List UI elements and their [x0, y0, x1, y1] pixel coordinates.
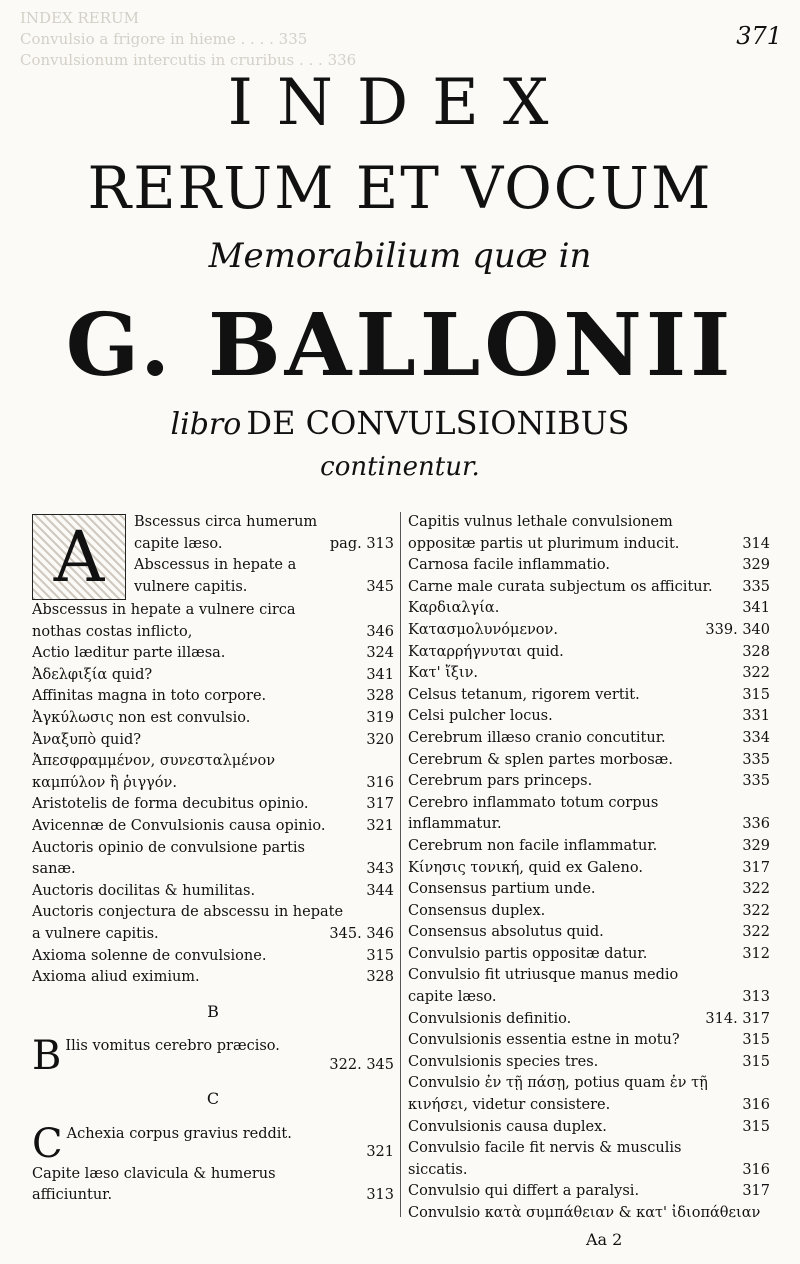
index-entry: Convulsio ἐν τῇ πάσῃ, potius quam ἐν τῇ κινήσει, videtur consistere. 316	[408, 1075, 770, 1114]
index-entry: Convulsionis species tres. 315	[408, 1053, 770, 1070]
index-entry: Abscessus in hepate a vulnere circa nothas costas inflicto, 346	[32, 602, 394, 640]
index-entry: Consensus partium unde. 322	[408, 881, 770, 898]
index-entry: Convulsio fit utriusque manus medio capite læso. 313	[408, 967, 770, 1006]
index-entry: Aristotelis de forma decubitus opinio. 317	[32, 796, 394, 813]
section-heading-b: B	[207, 1001, 219, 1021]
index-entry: Cerebrum illæso cranio concutitur. 334	[408, 729, 770, 746]
index-entry: Celsus tetanum, rigorem vertit. 315	[408, 686, 770, 703]
index-entry: Convulsio qui differt a paralysi. 317	[408, 1183, 770, 1200]
index-entry: Convulsionis definitio. 314. 317	[408, 1010, 770, 1027]
index-entry: Carne male curata subjectum os afficitur. 335	[408, 578, 770, 595]
title-memorabilium: Memorabilium quæ in	[208, 236, 592, 276]
column-divider	[400, 512, 401, 1217]
index-entry: Ἀναξυπὸ quid? 320	[32, 731, 394, 748]
index-entry: Celsi pulcher locus. 331	[408, 708, 770, 725]
decorated-initial: A	[32, 514, 126, 600]
index-entry: Ἀδελφιξία quid? 341	[32, 666, 394, 683]
index-entry: Auctoris conjectura de abscessu in hepate a vulnere capitis. 345. 346	[32, 904, 394, 942]
ghost-line: Convulsio a frigore in hieme . . . . 335	[20, 30, 308, 48]
section-heading-c: C	[206, 1089, 220, 1109]
page-number: 371	[736, 22, 782, 50]
title-rerum-et-vocum: RERUM ET VOCUM	[87, 154, 713, 222]
ghost-line: INDEX RERUM	[20, 9, 140, 27]
index-column-right	[408, 512, 770, 1225]
index-entry: Cerebrum non facile inflammatur. 329	[408, 837, 770, 854]
title-index: INDEX	[227, 66, 573, 140]
bleed-through-text	[20, 8, 780, 71]
index-entry: Auctoris docilitas & humilitas. 344	[32, 882, 394, 899]
title-libro-line	[0, 402, 800, 450]
index-entry: Ἀπεσφραμμένον, συνεσταλμένον καμπύλον ἢ ῥιγγόν. 316	[32, 753, 394, 791]
initial-b: B	[32, 1036, 62, 1077]
title-libro: libro	[170, 407, 242, 442]
index-entry: Cerebrum & splen partes morbosæ. 335	[408, 751, 770, 768]
index-entry: Axioma aliud eximium. 328	[32, 969, 394, 986]
index-entry: Καρδιαλγία. 341	[408, 600, 770, 617]
index-entry: Abscessus in hepate a vulnere capitis. 345	[134, 557, 394, 595]
ghost-line: Convulsionum intercutis in cruribus . . . 336	[20, 51, 357, 69]
index-entry: Carnosa facile inflammatio. 329	[408, 557, 770, 574]
index-entry: B Ilis vomitus cerebro præciso. 322. 345	[32, 1036, 394, 1077]
index-entry: Avicennæ de Convulsionis causa opinio. 321	[32, 817, 394, 834]
index-entry: Auctoris opinio de convulsione partis sanæ. 343	[32, 839, 394, 878]
index-entry: Convulsio κατὰ συμπάθειαν & κατ' ἰδιοπάθειαν	[408, 1205, 761, 1221]
index-entry: Consensus absolutus quid. 322	[408, 924, 770, 941]
index-entry: C Achexia corpus gravius reddit. 321	[32, 1123, 394, 1164]
title-de-convulsionibus: DE CONVULSIONIBUS	[246, 404, 630, 442]
index-entry: Axioma solenne de convulsione. 315	[32, 947, 394, 964]
index-entry: Convulsio facile fit nervis & musculis siccatis. 316	[408, 1140, 770, 1178]
index-entry: Bscessus circa humerum capite læso. pag. 313	[134, 514, 394, 552]
index-entry: Consensus duplex. 322	[408, 902, 770, 919]
index-entry: Καταρρήγνυται quid. 328	[408, 643, 770, 660]
title-continentur: continentur.	[320, 452, 480, 482]
title-author: G. BALLONII	[65, 295, 735, 396]
index-entry: Capite læso clavicula & humerus afficiuntur. 313	[32, 1165, 394, 1204]
index-entry: Convulsio partis oppositæ datur. 312	[408, 945, 770, 962]
index-entry: Actio læditur parte illæsa. 324	[32, 645, 394, 662]
index-entry: Κίνησις τονική, quid ex Galeno. 317	[408, 859, 770, 876]
index-entry: Cerebro inflammato totum corpus inflammatur. 336	[408, 794, 770, 833]
index-column-left	[32, 512, 394, 1207]
index-entry: Cerebrum pars princeps. 335	[408, 773, 770, 790]
index-entry: Ἀγκύλωσις non est convulsio. 319	[32, 709, 394, 726]
index-entry: Affinitas magna in toto corpore. 328	[32, 688, 394, 705]
index-entry: Κατ' ἴξιν. 322	[408, 665, 770, 682]
index-entry: Κατασμολυνόμενον. 339. 340	[408, 621, 770, 638]
signature-mark: Aa 2	[586, 1230, 623, 1249]
index-entry: Convulsionis causa duplex. 315	[408, 1118, 770, 1135]
index-entry: Convulsionis essentia estne in motu? 315	[408, 1032, 770, 1049]
index-entry: Capitis vulnus lethale convulsionem oppositæ partis ut plurimum inducit. 314	[408, 514, 770, 552]
initial-c: C	[32, 1123, 63, 1164]
